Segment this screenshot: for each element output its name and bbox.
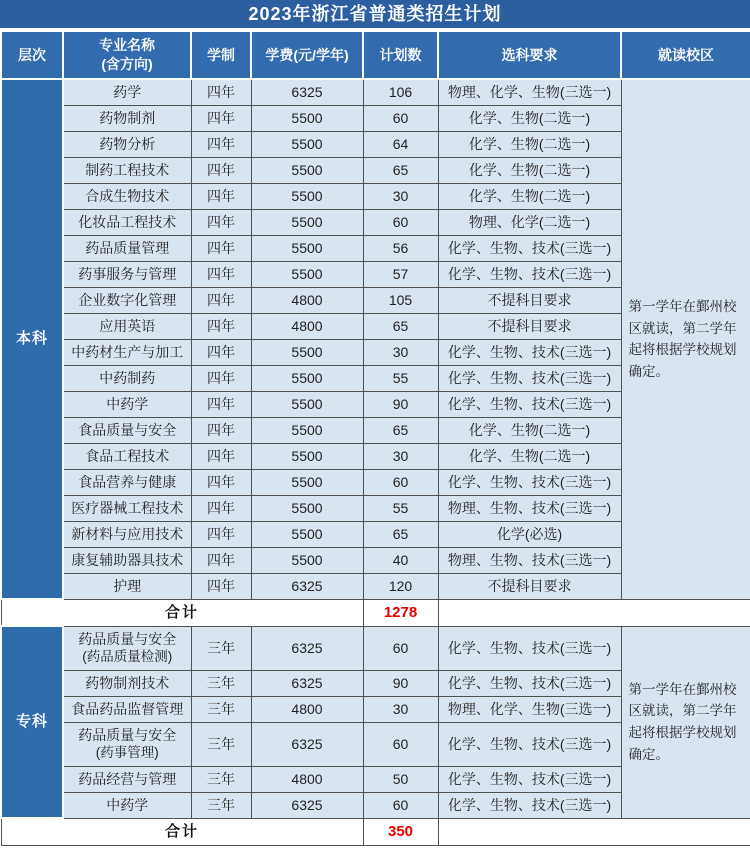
table-row (1, 79, 750, 105)
duration-cell: 四年 (191, 469, 251, 495)
duration-cell: 三年 (191, 792, 251, 818)
col-header-major (63, 31, 191, 79)
table-header (1, 31, 750, 79)
major-name: 化妆品工程技术 (78, 213, 177, 230)
col-header-campus: 就读校区 (621, 31, 750, 79)
total-label-cell: 合计 (1, 599, 363, 626)
plan-cell: 55 (363, 495, 438, 521)
duration-cell: 四年 (191, 547, 251, 573)
subjects-cell: 化学、生物(二选一) (438, 183, 621, 209)
duration-cell: 三年 (191, 670, 251, 696)
col-header-duration: 学制 (191, 31, 251, 79)
admission-plan-table (0, 30, 750, 846)
campus-cell: 第一学年在鄞州校区就读，第二学年起将根据学校规划确定。 (621, 79, 750, 599)
major-name: 药物分析 (99, 135, 156, 152)
plan-cell: 60 (363, 469, 438, 495)
subjects-cell: 化学、生物、技术(三选一) (438, 626, 621, 670)
plan-cell: 120 (363, 573, 438, 599)
major-name: 药品经营与管理 (78, 770, 177, 787)
major-name: 护理 (113, 577, 142, 594)
major-sub-name: (药事管理) (95, 745, 159, 761)
subjects-cell: 化学(必选) (438, 521, 621, 547)
plan-cell: 60 (363, 209, 438, 235)
major-cell (63, 696, 191, 722)
major-name: 药品质量管理 (85, 239, 170, 256)
duration-cell: 四年 (191, 339, 251, 365)
fee-cell: 5500 (251, 443, 363, 469)
section-college (1, 626, 750, 845)
major-name: 食品质量与安全 (78, 421, 177, 438)
fee-cell: 5500 (251, 495, 363, 521)
plan-cell: 50 (363, 766, 438, 792)
major-name: 药物制剂 (99, 109, 156, 126)
duration-cell: 四年 (191, 417, 251, 443)
duration-cell: 三年 (191, 766, 251, 792)
duration-cell: 四年 (191, 183, 251, 209)
fee-cell: 5500 (251, 105, 363, 131)
major-cell (63, 573, 191, 599)
subjects-cell: 物理、化学(二选一) (438, 209, 621, 235)
subjects-cell: 化学、生物(二选一) (438, 443, 621, 469)
table-row (1, 626, 750, 670)
plan-cell: 30 (363, 339, 438, 365)
subjects-cell: 化学、生物(二选一) (438, 105, 621, 131)
major-name: 医疗器械工程技术 (71, 499, 184, 516)
header-row (1, 31, 750, 79)
campus-cell: 第一学年在鄞州校区就读，第二学年起将根据学校规划确定。 (621, 626, 750, 818)
total-row (1, 818, 750, 845)
major-cell (63, 313, 191, 339)
plan-cell: 90 (363, 670, 438, 696)
major-name: 药学 (113, 84, 142, 101)
level-cell: 专科 (1, 626, 63, 818)
major-name: 中药学 (106, 796, 149, 813)
major-cell (63, 131, 191, 157)
duration-cell: 四年 (191, 131, 251, 157)
major-cell (63, 157, 191, 183)
fee-cell: 5500 (251, 131, 363, 157)
plan-cell: 65 (363, 157, 438, 183)
major-name: 新材料与应用技术 (71, 525, 184, 542)
subjects-cell: 化学、生物、技术(三选一) (438, 722, 621, 766)
duration-cell: 三年 (191, 626, 251, 670)
total-empty-cell (438, 818, 750, 845)
major-cell (63, 391, 191, 417)
fee-cell: 5500 (251, 157, 363, 183)
subjects-cell: 物理、生物、技术(三选一) (438, 547, 621, 573)
plan-cell: 60 (363, 722, 438, 766)
subjects-cell: 化学、生物、技术(三选一) (438, 391, 621, 417)
subjects-cell: 化学、生物、技术(三选一) (438, 261, 621, 287)
duration-cell: 四年 (191, 573, 251, 599)
major-cell (63, 521, 191, 547)
duration-cell: 四年 (191, 261, 251, 287)
subjects-cell: 化学、生物、技术(三选一) (438, 670, 621, 696)
major-name: 康复辅助器具技术 (71, 551, 184, 568)
fee-cell: 4800 (251, 696, 363, 722)
major-cell (63, 443, 191, 469)
major-cell (63, 469, 191, 495)
subjects-cell: 不提科目要求 (438, 313, 621, 339)
plan-cell: 60 (363, 105, 438, 131)
major-name: 药物制剂技术 (85, 674, 170, 691)
fee-cell: 4800 (251, 313, 363, 339)
plan-cell: 106 (363, 79, 438, 105)
major-cell (63, 79, 191, 105)
plan-cell: 30 (363, 696, 438, 722)
major-cell (63, 365, 191, 391)
col-header-level: 层次 (1, 31, 63, 79)
plan-cell: 65 (363, 313, 438, 339)
total-row (1, 599, 750, 626)
subjects-cell: 物理、生物、技术(三选一) (438, 495, 621, 521)
page-title: 2023年浙江省普通类招生计划 (0, 0, 750, 28)
subjects-cell: 物理、化学、生物(三选一) (438, 696, 621, 722)
duration-cell: 四年 (191, 157, 251, 183)
major-cell (63, 183, 191, 209)
col-header-plan: 计划数 (363, 31, 438, 79)
fee-cell: 6325 (251, 670, 363, 696)
fee-cell: 5500 (251, 469, 363, 495)
fee-cell: 6325 (251, 722, 363, 766)
duration-cell: 四年 (191, 79, 251, 105)
major-cell (63, 261, 191, 287)
plan-cell: 64 (363, 131, 438, 157)
duration-cell: 四年 (191, 313, 251, 339)
fee-cell: 6325 (251, 792, 363, 818)
total-label-cell: 合计 (1, 818, 363, 845)
fee-cell: 5500 (251, 547, 363, 573)
duration-cell: 四年 (191, 365, 251, 391)
plan-cell: 57 (363, 261, 438, 287)
duration-cell: 四年 (191, 209, 251, 235)
plan-cell: 40 (363, 547, 438, 573)
fee-cell: 5500 (251, 235, 363, 261)
fee-cell: 6325 (251, 573, 363, 599)
major-name: 企业数字化管理 (78, 291, 177, 308)
fee-cell: 5500 (251, 521, 363, 547)
major-name: 药品质量与安全 (78, 631, 177, 648)
total-plan-cell: 1278 (363, 599, 438, 626)
fee-cell: 5500 (251, 339, 363, 365)
fee-cell: 4800 (251, 287, 363, 313)
fee-cell: 4800 (251, 766, 363, 792)
plan-cell: 55 (363, 365, 438, 391)
major-cell (63, 766, 191, 792)
major-name: 食品工程技术 (85, 447, 170, 464)
subjects-cell: 化学、生物、技术(三选一) (438, 766, 621, 792)
major-cell (63, 287, 191, 313)
duration-cell: 四年 (191, 443, 251, 469)
duration-cell: 四年 (191, 105, 251, 131)
level-cell: 本科 (1, 79, 63, 599)
subjects-cell: 化学、生物、技术(三选一) (438, 339, 621, 365)
subjects-cell: 化学、生物(二选一) (438, 131, 621, 157)
col-header-fee: 学费(元/学年) (251, 31, 363, 79)
plan-cell: 60 (363, 792, 438, 818)
subjects-cell: 不提科目要求 (438, 287, 621, 313)
major-name: 食品营养与健康 (78, 473, 177, 490)
plan-cell: 30 (363, 443, 438, 469)
fee-cell: 5500 (251, 261, 363, 287)
major-cell (63, 626, 191, 670)
major-cell (63, 722, 191, 766)
plan-cell: 60 (363, 626, 438, 670)
major-name: 药品质量与安全 (78, 727, 177, 744)
major-cell (63, 670, 191, 696)
major-cell (63, 209, 191, 235)
major-name: 食品药品监督管理 (71, 700, 184, 717)
major-cell (63, 792, 191, 818)
fee-cell: 5500 (251, 365, 363, 391)
major-name: 中药制药 (99, 369, 156, 386)
col-header-major-line2: (含方向) (101, 56, 153, 72)
duration-cell: 三年 (191, 722, 251, 766)
fee-cell: 5500 (251, 209, 363, 235)
fee-cell: 5500 (251, 391, 363, 417)
major-cell (63, 495, 191, 521)
major-name: 制药工程技术 (85, 161, 170, 178)
subjects-cell: 化学、生物、技术(三选一) (438, 469, 621, 495)
subjects-cell: 化学、生物(二选一) (438, 417, 621, 443)
fee-cell: 5500 (251, 183, 363, 209)
subjects-cell: 不提科目要求 (438, 573, 621, 599)
plan-cell: 56 (363, 235, 438, 261)
fee-cell: 5500 (251, 417, 363, 443)
plan-cell: 65 (363, 521, 438, 547)
subjects-cell: 化学、生物、技术(三选一) (438, 235, 621, 261)
major-name: 中药材生产与加工 (71, 343, 184, 360)
major-name: 应用英语 (99, 317, 156, 334)
fee-cell: 6325 (251, 626, 363, 670)
plan-cell: 105 (363, 287, 438, 313)
duration-cell: 四年 (191, 391, 251, 417)
major-cell (63, 105, 191, 131)
major-cell (63, 235, 191, 261)
subjects-cell: 化学、生物、技术(三选一) (438, 365, 621, 391)
major-name: 合成生物技术 (85, 187, 170, 204)
total-plan-cell: 350 (363, 818, 438, 845)
duration-cell: 四年 (191, 287, 251, 313)
duration-cell: 四年 (191, 521, 251, 547)
duration-cell: 三年 (191, 696, 251, 722)
subjects-cell: 化学、生物(二选一) (438, 157, 621, 183)
subjects-cell: 物理、化学、生物(三选一) (438, 79, 621, 105)
plan-cell: 65 (363, 417, 438, 443)
plan-cell: 30 (363, 183, 438, 209)
col-header-major-line1: 专业名称 (99, 37, 155, 54)
major-cell (63, 339, 191, 365)
major-sub-name: (药品质量检测) (82, 649, 173, 665)
plan-cell: 90 (363, 391, 438, 417)
duration-cell: 四年 (191, 235, 251, 261)
major-name: 药事服务与管理 (78, 265, 177, 282)
major-cell (63, 547, 191, 573)
major-cell (63, 417, 191, 443)
total-empty-cell (438, 599, 750, 626)
section-undergraduate (1, 79, 750, 626)
subjects-cell: 化学、生物、技术(三选一) (438, 792, 621, 818)
fee-cell: 6325 (251, 79, 363, 105)
major-name: 中药学 (106, 395, 149, 412)
col-header-subjects: 选科要求 (438, 31, 621, 79)
duration-cell: 四年 (191, 495, 251, 521)
